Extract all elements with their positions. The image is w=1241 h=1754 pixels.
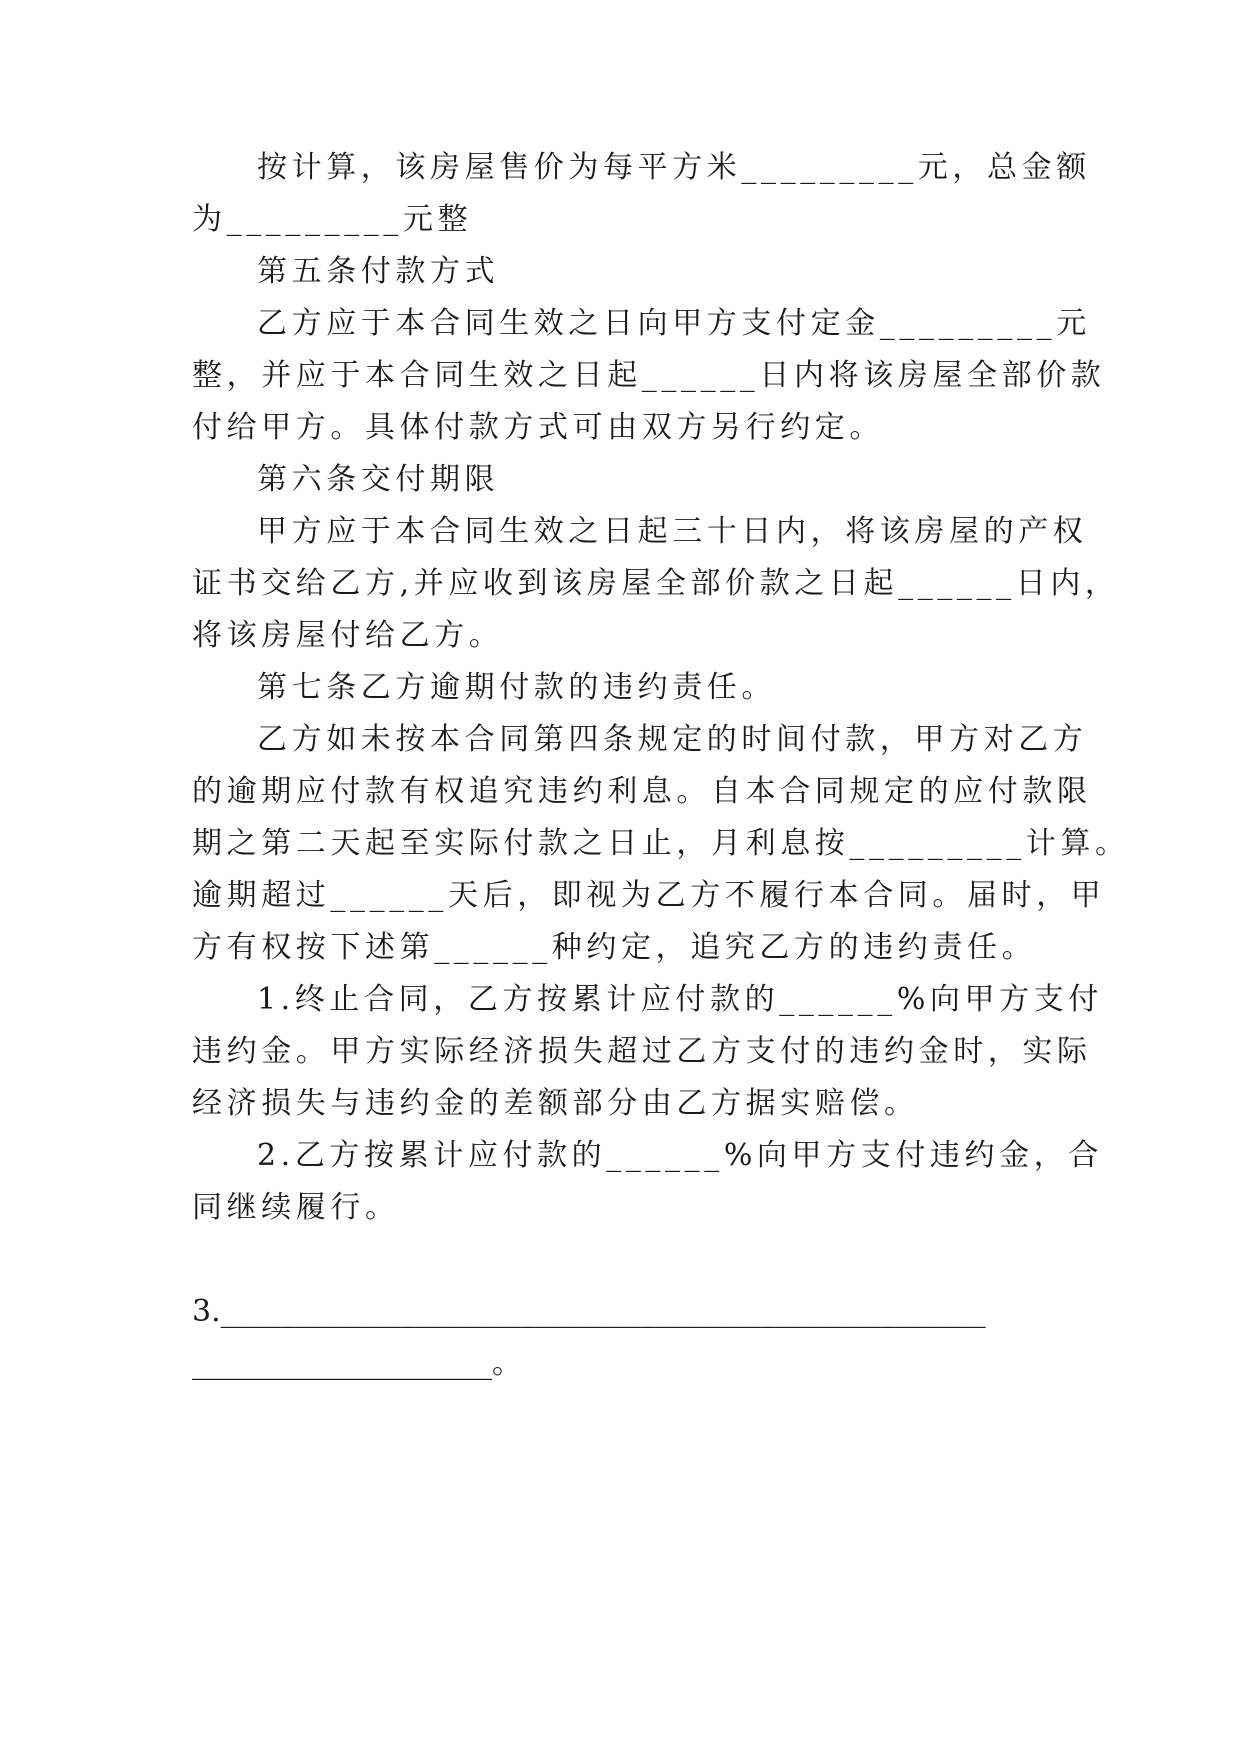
section-heading: 第七条乙方逾期付款的违约责任。	[257, 670, 776, 705]
text-line: 的逾期应付款有权追究违约利息。自本合同规定的应付款限	[192, 774, 1092, 809]
text-line: 付给甲方。具体付款方式可由双方另行约定。	[192, 410, 884, 445]
text-line: 期之第二天起至实际付款之日止，月利息按_________计算。	[192, 826, 1130, 861]
text-line: 将该房屋付给乙方。	[192, 618, 504, 653]
text-line: 同继续履行。	[192, 1190, 400, 1225]
text-line: 经济损失与违约金的差额部分由乙方据实赔偿。	[192, 1086, 919, 1121]
list-item: 1.终止合同，乙方按累计应付款的______%向甲方支付	[257, 982, 1103, 1017]
text-line: 甲方应于本合同生效之日起三十日内，将该房屋的产权	[257, 514, 1088, 549]
text-line: 乙方应于本合同生效之日向甲方支付定金_________元	[257, 306, 1091, 341]
list-item: 2.乙方按累计应付款的______%向甲方支付违约金，合	[257, 1138, 1103, 1173]
section-heading: 第六条交付期限	[257, 462, 500, 497]
text-line: 违约金。甲方实际经济损失超过乙方支付的违约金时，实际	[192, 1034, 1092, 1069]
text-line: ____________________。	[192, 1346, 522, 1381]
list-item: 3.___________________________________________________	[192, 1294, 986, 1329]
text-line: 方有权按下述第______种约定，追究乙方的违约责任。	[192, 930, 1037, 965]
text-line: 证书交给乙方,并应收到该房屋全部价款之日起______日内，	[192, 566, 1120, 601]
text-line: 为_________元整	[192, 202, 473, 237]
text-line: 按计算，该房屋售价为每平方米_________元，总金额	[257, 150, 1091, 185]
section-heading: 第五条付款方式	[257, 254, 500, 289]
text-line: 逾期超过______天后，即视为乙方不履行本合同。届时，甲	[192, 878, 1106, 913]
text-line: 整，并应于本合同生效之日起______日内将该房屋全部价款	[192, 358, 1106, 393]
text-line: 乙方如未按本合同第四条规定的时间付款，甲方对乙方	[257, 722, 1088, 757]
